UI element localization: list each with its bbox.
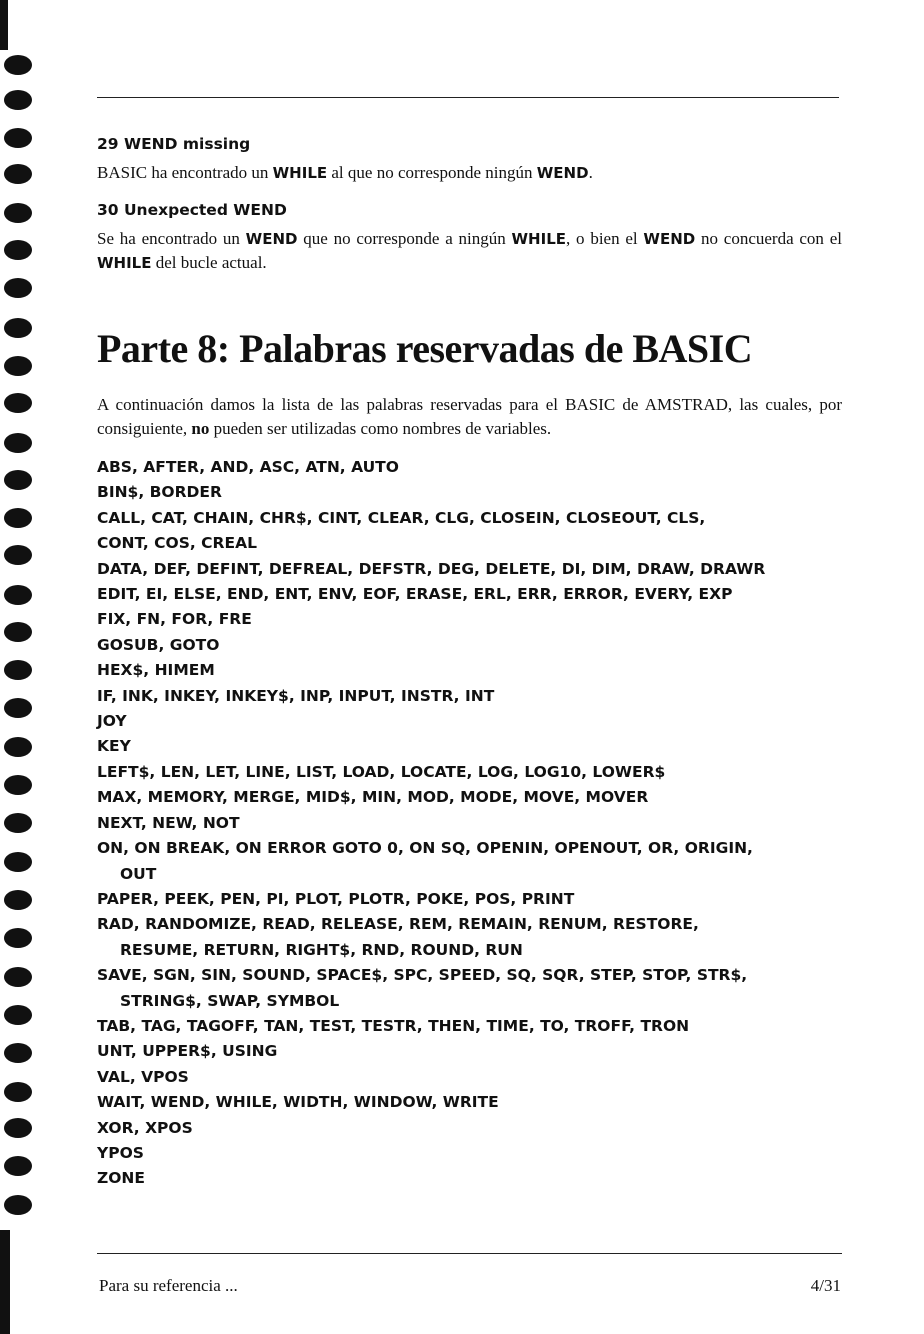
binding-hole (4, 967, 32, 987)
reserved-words-line: GOSUB, GOTO (97, 635, 220, 654)
binding-hole (4, 90, 32, 110)
binding-hole (4, 55, 32, 75)
reserved-words-line: CONT, COS, CREAL (97, 534, 257, 553)
binding-hole (4, 852, 32, 872)
binding-hole (4, 622, 32, 642)
reserved-words-line: CALL, CAT, CHAIN, CHR$, CINT, CLEAR, CLG, CLOSEIN, CLOSEOUT, CLS, (97, 508, 706, 527)
page-content (97, 133, 842, 1192)
reserved-words-line: HEX$, HIMEM (97, 661, 215, 680)
keyword: WHILE (97, 254, 152, 272)
reserved-words-line: SAVE, SGN, SIN, SOUND, SPACE$, SPC, SPEED, SQ, SQR, STEP, STOP, STR$, (97, 966, 748, 985)
section-title: Parte 8: Palabras reservadas de BASIC (97, 326, 753, 371)
reserved-words-line: RAD, RANDOMIZE, READ, RELEASE, REM, REMAIN, RENUM, RESTORE, (97, 915, 699, 934)
reserved-words-line: XOR, XPOS (97, 1118, 193, 1137)
binding-holes (0, 0, 40, 1334)
binding-hole (4, 585, 32, 605)
binding-edge (0, 0, 8, 50)
reserved-words-line: BIN$, BORDER (97, 483, 222, 502)
binding-hole (4, 1195, 32, 1215)
reserved-words-line: JOY (97, 712, 127, 731)
description-text: Se ha encontrado un (97, 229, 246, 248)
binding-hole (4, 698, 32, 718)
binding-hole (4, 203, 32, 223)
error-title: 29 WEND missing (97, 135, 251, 153)
reserved-words-line: VAL, VPOS (97, 1067, 189, 1086)
reserved-words-line: YPOS (97, 1143, 144, 1162)
intro-emphasis: no (191, 419, 210, 438)
reserved-words-line: EDIT, EI, ELSE, END, ENT, ENV, EOF, ERASE, ERL, ERR, ERROR, EVERY, EXP (97, 585, 733, 604)
reserved-words-line: LEFT$, LEN, LET, LINE, LIST, LOAD, LOCATE, LOG, LOG10, LOWER$ (97, 762, 666, 781)
reserved-words-line: STRING$, SWAP, SYMBOL (120, 991, 340, 1010)
error-description (97, 161, 842, 185)
binding-hole (4, 508, 32, 528)
binding-hole (4, 1082, 32, 1102)
intro-text-before: A continuación damos la lista de las palabras reservadas para el BASIC de AMSTRAD, las cuales, por consiguiente, (97, 395, 842, 438)
error-description (97, 227, 842, 275)
page-number: 4/31 (810, 1276, 841, 1295)
binding-hole (4, 278, 32, 298)
keyword: WEND (536, 164, 589, 182)
reserved-words-line: MAX, MEMORY, MERGE, MID$, MIN, MOD, MODE, MOVE, MOVER (97, 788, 649, 807)
intro-paragraph (97, 393, 842, 441)
description-text: , o bien el (566, 229, 644, 248)
footer-rule (97, 1253, 842, 1254)
reserved-words-line: IF, INK, INKEY, INKEY$, INP, INPUT, INSTR, INT (97, 686, 495, 705)
header-rule (97, 97, 839, 98)
binding-hole (4, 1005, 32, 1025)
binding-hole (4, 356, 32, 376)
binding-hole (4, 240, 32, 260)
page-footer (99, 1276, 841, 1296)
reserved-words-line: PAPER, PEEK, PEN, PI, PLOT, PLOTR, POKE, POS, PRINT (97, 889, 575, 908)
keyword: WEND (643, 230, 696, 248)
error-29 (97, 133, 842, 185)
binding-hole (4, 775, 32, 795)
reserved-words-line: KEY (97, 737, 131, 756)
description-text: del bucle actual. (151, 253, 267, 272)
description-text: que no corresponde a ningún (297, 229, 512, 248)
reserved-words-line: OUT (120, 864, 157, 883)
keyword: WEND (245, 230, 298, 248)
error-title: 30 Unexpected WEND (97, 201, 287, 219)
reserved-words-line: ABS, AFTER, AND, ASC, ATN, AUTO (97, 458, 399, 476)
reserved-words-line: ON, ON BREAK, ON ERROR GOTO 0, ON SQ, OPENIN, OPENOUT, OR, ORIGIN, (97, 839, 753, 858)
footer-label: Para su referencia ... (99, 1276, 238, 1295)
binding-hole (4, 890, 32, 910)
reserved-words-line: ZONE (97, 1169, 145, 1188)
binding-hole (4, 1156, 32, 1176)
description-text: no concuerda con el (695, 229, 842, 248)
keyword: WHILE (511, 230, 567, 248)
reserved-words-line: WAIT, WEND, WHILE, WIDTH, WINDOW, WRITE (97, 1093, 499, 1112)
binding-hole (4, 1118, 32, 1138)
binding-hole (4, 813, 32, 833)
reserved-words-line: TAB, TAG, TAGOFF, TAN, TEST, TESTR, THEN, TIME, TO, TROFF, TRON (97, 1016, 690, 1035)
keyword: WHILE (272, 164, 328, 182)
description-text: BASIC ha encontrado un (97, 163, 273, 182)
reserved-words-line: RESUME, RETURN, RIGHT$, RND, ROUND, RUN (120, 940, 523, 959)
binding-hole (4, 545, 32, 565)
binding-hole (4, 660, 32, 680)
description-text: al que no corresponde ningún (327, 163, 537, 182)
binding-hole (4, 318, 32, 338)
reserved-words-line: DATA, DEF, DEFINT, DEFREAL, DEFSTR, DEG, DELETE, DI, DIM, DRAW, DRAWR (97, 559, 766, 578)
binding-hole (4, 1043, 32, 1063)
binding-hole (4, 737, 32, 757)
binding-hole (4, 128, 32, 148)
intro-text-after: pueden ser utilizadas como nombres de variables. (209, 419, 552, 438)
description-text: . (588, 163, 593, 182)
binding-edge (0, 1230, 10, 1334)
binding-hole (4, 470, 32, 490)
binding-hole (4, 928, 32, 948)
reserved-words-line: UNT, UPPER$, USING (97, 1042, 278, 1061)
binding-hole (4, 164, 32, 184)
binding-hole (4, 393, 32, 413)
binding-hole (4, 433, 32, 453)
reserved-words-line: NEXT, NEW, NOT (97, 813, 240, 832)
reserved-words-line: FIX, FN, FOR, FRE (97, 610, 252, 629)
reserved-words-list (97, 455, 842, 1192)
error-30 (97, 199, 842, 275)
